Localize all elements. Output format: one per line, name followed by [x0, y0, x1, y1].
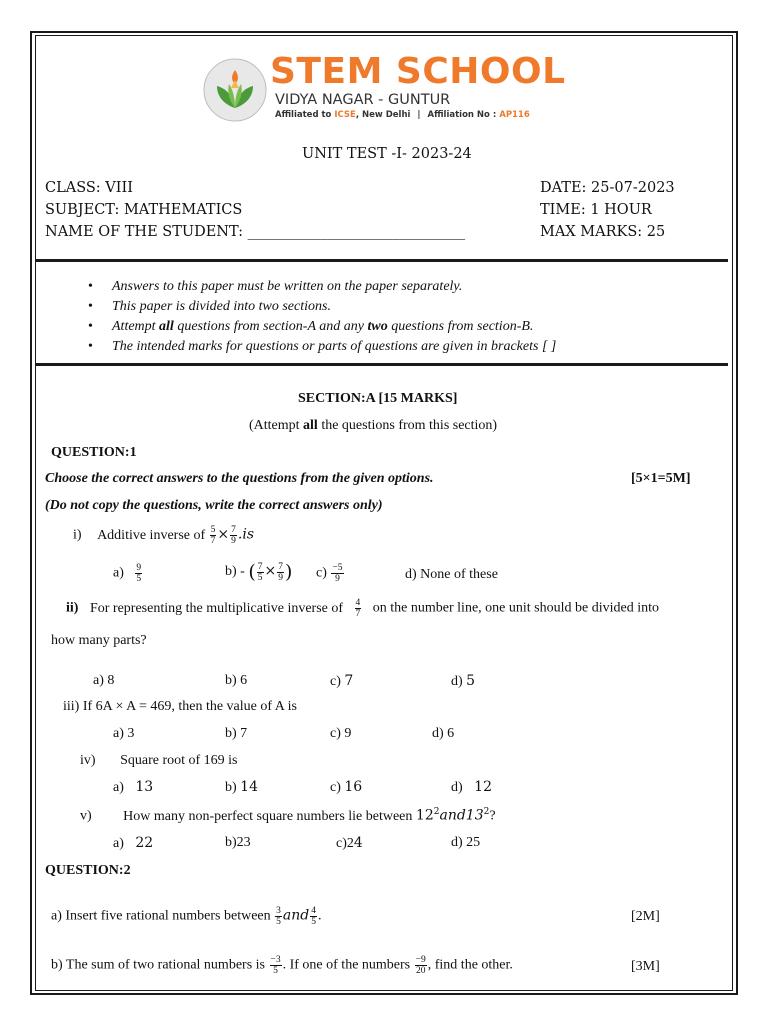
- affiliation-city: , New Delhi: [355, 110, 411, 120]
- affiliation-prefix: Affiliated to: [275, 110, 335, 120]
- q1-ii-option-c: c) 7: [330, 673, 354, 689]
- section-a-note: [249, 418, 497, 434]
- q1-iv-option-b: b) 14: [225, 779, 258, 795]
- section-a-note-c: the questions from this section): [317, 418, 498, 433]
- q2-b-question: [51, 955, 513, 976]
- question-1-directive: Choose the correct answers to the questions from the given options.: [45, 471, 434, 486]
- affiliation-no-label: Affiliation No: [427, 110, 490, 120]
- q1-v-option-d: d) 25: [451, 835, 481, 850]
- q1-ii-question: [66, 598, 659, 619]
- q2-b-fraction-2: $\frac{-9}{20}$: [415, 955, 426, 976]
- q2-a-fraction-2: $\frac{4}{5}$: [311, 906, 316, 927]
- q1-iii-question: iii) If 6A × A = 469, then the value of A is: [63, 699, 297, 714]
- q1-v-text: How many non-perfect square numbers lie between: [123, 808, 413, 824]
- q1-iii-option-d: d) 6: [432, 726, 455, 741]
- q1-i-number: i): [73, 527, 82, 543]
- q2-a-text: a) Insert five rational numbers between: [51, 908, 271, 924]
- affiliation-no-colon: :: [492, 110, 497, 120]
- instruction-3-c: questions from section-A and any: [173, 319, 368, 334]
- q1-v-math-2: and13: [439, 807, 484, 824]
- school-location: VIDYA NAGAR - GUNTUR: [275, 92, 451, 108]
- question-1-note: (Do not copy the questions, write the correct answers only): [45, 498, 383, 513]
- q1-i-option-b-fraction-1: $\frac{7}{5}$: [257, 561, 263, 583]
- divider-bottom: [36, 363, 728, 366]
- q1-i-option-b: b) - ( $\frac{7}{5}$ × $\frac{7}{9}$ ): [225, 561, 293, 583]
- section-a-note-all: all: [303, 418, 318, 433]
- q1-iv-option-c: c) 16: [330, 779, 363, 795]
- instruction-2: • This paper is divided into two sections.: [112, 299, 331, 315]
- q2-a-marks: [2M]: [631, 909, 660, 924]
- q2-b-text-2: . If one of the numbers: [282, 957, 411, 973]
- q1-iv-text: Square root of 169 is: [120, 753, 238, 768]
- q1-i-fraction-b: $\frac{7}{9}$: [231, 525, 236, 546]
- q1-i-option-a-fraction: $\frac{9}{5}$: [136, 563, 142, 584]
- q1-iv-number: iv): [80, 753, 96, 768]
- q1-iv-option-a: a) 13: [113, 779, 154, 795]
- q1-v-option-c: c)24: [336, 835, 363, 851]
- q1-ii-number: ii): [66, 600, 79, 616]
- q1-iv-option-d: d) 12: [451, 779, 492, 795]
- q1-ii-text: For representing the multiplicative inverse of: [89, 600, 344, 616]
- q1-ii-option-a: a) 8: [93, 673, 115, 688]
- question-1-label: QUESTION:1: [51, 445, 137, 460]
- section-a-title: SECTION:A [15 MARKS]: [298, 391, 458, 406]
- q1-i-question: i) Additive inverse of $\frac{5}{7}$ × $\frac{7}{9}$ .is: [73, 525, 255, 546]
- q1-v-number: v): [80, 808, 92, 824]
- school-logo-icon: [203, 58, 267, 122]
- q1-ii-option-b: b) 6: [225, 673, 248, 688]
- q1-iii-option-b: b) 7: [225, 726, 248, 741]
- exam-class: CLASS: VIII: [45, 180, 133, 196]
- q1-iv-question: [80, 753, 238, 769]
- school-affiliation: [275, 110, 530, 120]
- q2-b-fraction-1: $\frac{-3}{5}$: [270, 955, 281, 976]
- q1-i-tail: .is: [237, 526, 255, 543]
- q2-a-fraction-1: $\frac{3}{5}$: [276, 906, 281, 927]
- question-1-marks: [5×1=5M]: [631, 471, 691, 486]
- instruction-3: [112, 319, 533, 335]
- exam-time: TIME: 1 HOUR: [540, 202, 652, 218]
- instruction-3-a: Attempt: [112, 319, 160, 334]
- instruction-3-e: questions from section-B.: [387, 319, 534, 334]
- affiliation-no: AP116: [499, 110, 530, 120]
- instruction-4: • The intended marks for questions or parts of questions are given in brackets [ ]: [112, 339, 556, 355]
- instruction-3-all: all: [159, 319, 174, 334]
- q1-v-option-a: a) 22: [113, 835, 154, 851]
- affiliation-separator: |: [417, 110, 421, 120]
- q1-i-option-d: d) None of these: [405, 567, 498, 582]
- student-name-field: NAME OF THE STUDENT: ______________________________: [45, 224, 466, 240]
- q2-a-question: a) Insert five rational numbers between $\frac{3}{5}$ and $\frac{4}{5}$ .: [51, 906, 322, 927]
- section-a-note-a: (Attempt: [249, 418, 304, 433]
- school-name: STEM SCHOOL: [270, 51, 566, 92]
- q1-i-option-a: a) $\frac{9}{5}$: [113, 563, 142, 584]
- q2-b-text: b) The sum of two rational numbers is: [51, 957, 265, 973]
- q1-ii-text-3: how many parts?: [51, 633, 147, 648]
- q1-i-text: Additive inverse of: [97, 527, 206, 543]
- exam-max-marks: MAX MARKS: 25: [540, 224, 666, 240]
- exam-subject: SUBJECT: MATHEMATICS: [45, 202, 243, 218]
- q1-iii-option-a: a) 3: [113, 726, 135, 741]
- q1-iii-option-c: c) 9: [330, 726, 352, 741]
- q1-ii-option-d: d) 5: [451, 673, 476, 689]
- q1-ii-text-2: on the number line, one unit should be divided into: [372, 600, 659, 616]
- q2-b-text-3: , find the other.: [427, 957, 513, 973]
- q1-v-math-1: 12: [415, 807, 434, 824]
- q1-v-option-b: b)23: [225, 835, 251, 850]
- q1-i-option-c: c) $\frac{-5}{9}$: [316, 563, 343, 584]
- q2-a-and: and: [282, 907, 310, 924]
- instruction-1: • Answers to this paper must be written on the paper separately.: [112, 279, 462, 295]
- q2-b-marks: [3M]: [631, 959, 660, 974]
- instruction-3-two: two: [367, 319, 388, 334]
- exam-title: UNIT TEST -I- 2023-24: [302, 146, 472, 162]
- question-2-label: QUESTION:2: [45, 863, 131, 878]
- exam-date: DATE: 25-07-2023: [540, 180, 675, 196]
- q1-i-option-c-fraction: $\frac{-5}{9}$: [332, 563, 343, 584]
- q1-v-question: v) How many non-perfect square numbers lie between $12^2and13^2$?: [80, 807, 496, 824]
- q1-i-option-b-fraction-2: $\frac{7}{9}$: [278, 561, 283, 583]
- q1-i-fraction-a: $\frac{5}{7}$: [210, 525, 216, 546]
- q1-ii-fraction: $\frac{4}{7}$: [355, 598, 361, 619]
- affiliation-board: ICSE: [334, 110, 356, 120]
- divider-top: [36, 259, 728, 262]
